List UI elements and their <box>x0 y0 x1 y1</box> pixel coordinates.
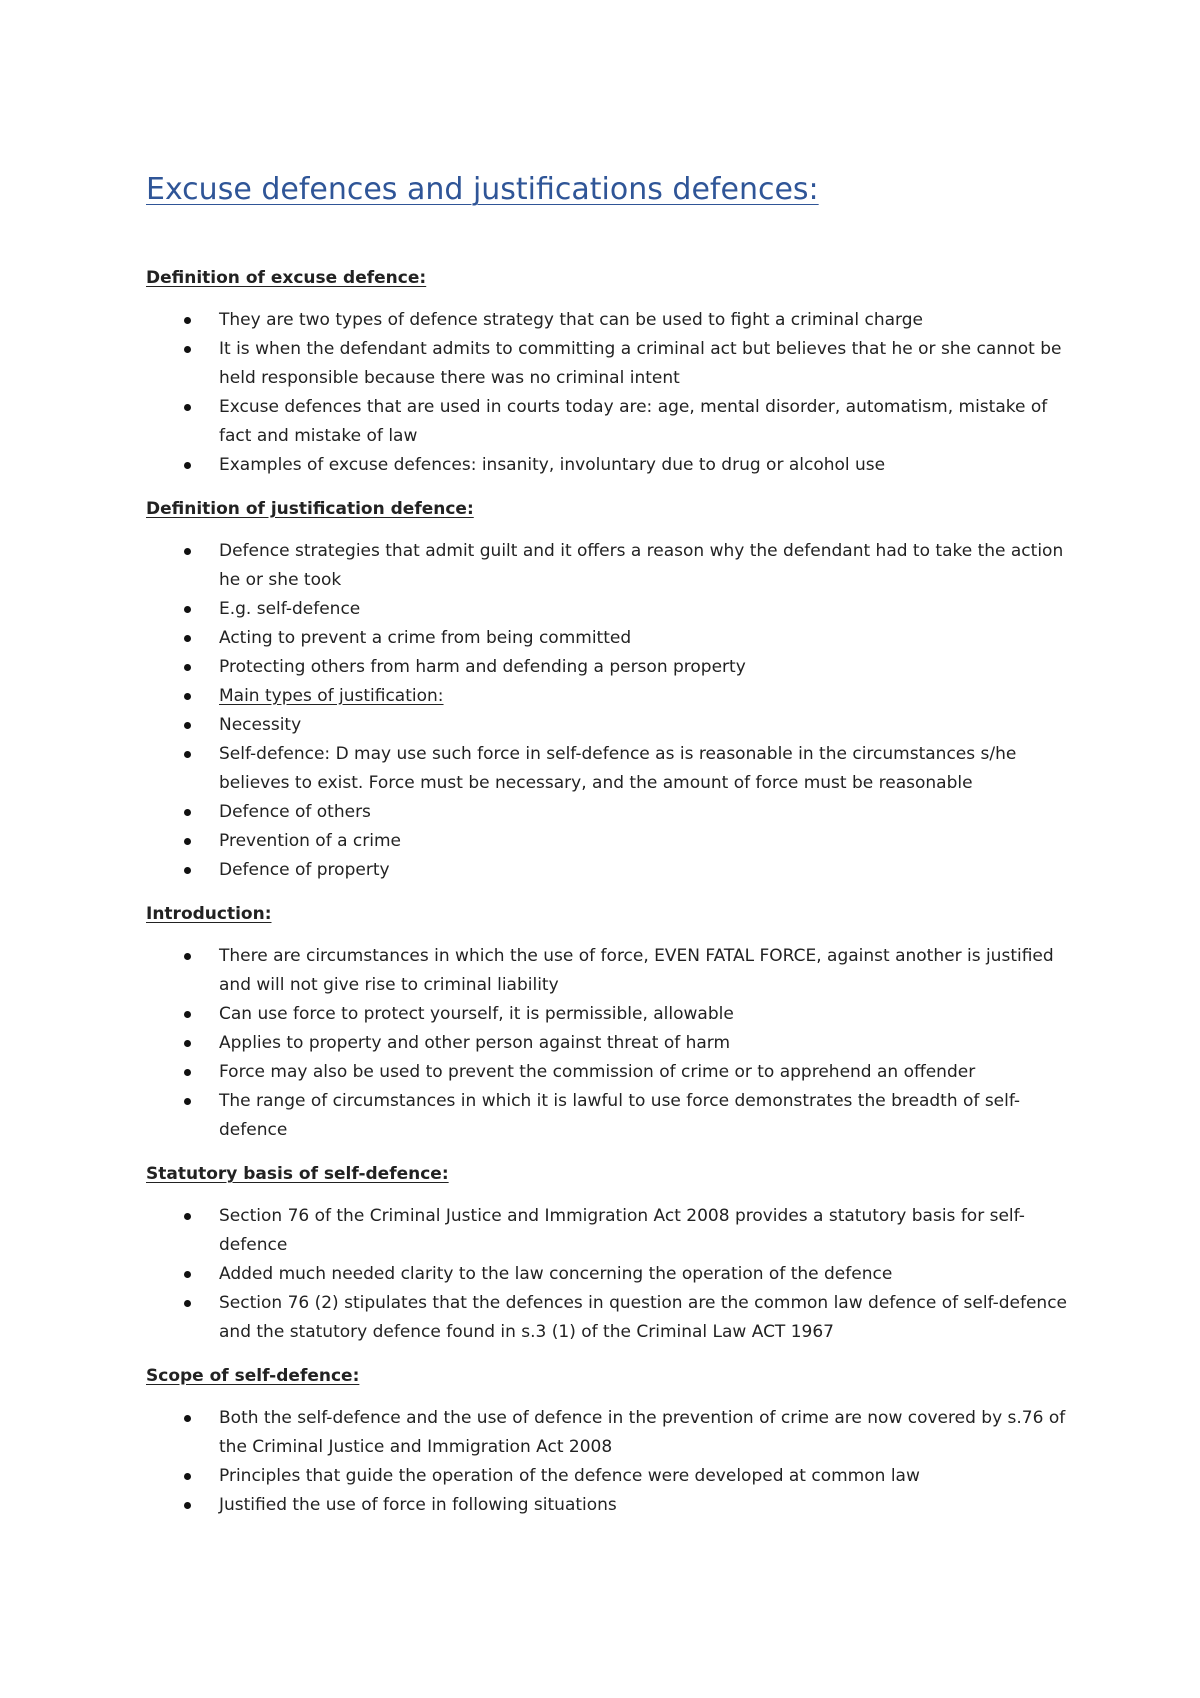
list-item: It is when the defendant admits to committing a criminal act but believes that he or she cannot be held responsible because there was no criminal intent <box>146 335 1070 393</box>
section-heading: Scope of self-defence: <box>146 1366 360 1386</box>
list-item: Defence of property <box>146 856 1070 885</box>
bullet-list <box>146 537 1070 885</box>
bullet-icon <box>184 867 191 874</box>
list-item: Prevention of a crime <box>146 827 1070 856</box>
bullet-icon <box>184 462 191 469</box>
bullet-icon <box>184 1069 191 1076</box>
list-item: Section 76 of the Criminal Justice and Immigration Act 2008 provides a statutory basis for self-defence <box>146 1202 1070 1260</box>
section-introduction <box>146 902 1070 1145</box>
section-excuse-defence <box>146 266 1070 480</box>
bullet-icon <box>184 606 191 613</box>
list-item: Defence of others <box>146 798 1070 827</box>
bullet-icon <box>184 1098 191 1105</box>
bullet-icon <box>184 1040 191 1047</box>
list-item: Protecting others from harm and defending a person property <box>146 653 1070 682</box>
list-item: Principles that guide the operation of the defence were developed at common law <box>146 1462 1070 1491</box>
list-item: Necessity <box>146 711 1070 740</box>
section-scope <box>146 1364 1070 1520</box>
bullet-icon <box>184 722 191 729</box>
bullet-icon <box>184 751 191 758</box>
bullet-icon <box>184 635 191 642</box>
bullet-list <box>146 1404 1070 1520</box>
subheading-text: Main types of justification: <box>219 686 444 706</box>
bullet-icon <box>184 346 191 353</box>
list-item: E.g. self-defence <box>146 595 1070 624</box>
list-item: Examples of excuse defences: insanity, involuntary due to drug or alcohol use <box>146 451 1070 480</box>
bullet-list <box>146 1202 1070 1347</box>
bullet-icon <box>184 664 191 671</box>
bullet-icon <box>184 317 191 324</box>
list-item: Applies to property and other person against threat of harm <box>146 1029 1070 1058</box>
section-justification-defence <box>146 497 1070 885</box>
bullet-icon <box>184 1213 191 1220</box>
section-statutory-basis <box>146 1162 1070 1347</box>
list-item: Section 76 (2) stipulates that the defences in question are the common law defence of self-defence and the statutory defence found in s.3 (1) of the Criminal Law ACT 1967 <box>146 1289 1070 1347</box>
list-item: Added much needed clarity to the law concerning the operation of the defence <box>146 1260 1070 1289</box>
bullet-icon <box>184 404 191 411</box>
bullet-icon <box>184 693 191 700</box>
section-heading: Introduction: <box>146 904 272 924</box>
bullet-icon <box>184 1473 191 1480</box>
bullet-icon <box>184 953 191 960</box>
bullet-icon <box>184 1300 191 1307</box>
list-item: Self-defence: D may use such force in self-defence as is reasonable in the circumstances s/he believes to exist. Force must be necessary, and the amount of force must be reasonable <box>146 740 1070 798</box>
section-heading: Definition of excuse defence: <box>146 268 427 288</box>
list-item: Can use force to protect yourself, it is permissible, allowable <box>146 1000 1070 1029</box>
bullet-icon <box>184 1271 191 1278</box>
list-item <box>146 682 1070 711</box>
list-item: Defence strategies that admit guilt and it offers a reason why the defendant had to take the action he or she took <box>146 537 1070 595</box>
bullet-icon <box>184 809 191 816</box>
bullet-list <box>146 942 1070 1145</box>
list-item: Acting to prevent a crime from being committed <box>146 624 1070 653</box>
list-item: Force may also be used to prevent the commission of crime or to apprehend an offender <box>146 1058 1070 1087</box>
bullet-icon <box>184 838 191 845</box>
list-item: Excuse defences that are used in courts today are: age, mental disorder, automatism, mistake of fact and mistake of law <box>146 393 1070 451</box>
list-item: There are circumstances in which the use of force, EVEN FATAL FORCE, against another is justified and will not give rise to criminal liability <box>146 942 1070 1000</box>
list-item: The range of circumstances in which it is lawful to use force demonstrates the breadth of self-defence <box>146 1087 1070 1145</box>
section-heading: Statutory basis of self-defence: <box>146 1164 449 1184</box>
bullet-icon <box>184 1502 191 1509</box>
list-item: Justified the use of force in following situations <box>146 1491 1070 1520</box>
bullet-icon <box>184 1011 191 1018</box>
document-title: Excuse defences and justifications defences: <box>146 172 819 207</box>
bullet-list <box>146 306 1070 480</box>
list-item: They are two types of defence strategy that can be used to fight a criminal charge <box>146 306 1070 335</box>
bullet-icon <box>184 548 191 555</box>
bullet-icon <box>184 1415 191 1422</box>
list-item: Both the self-defence and the use of defence in the prevention of crime are now covered by s.76 of the Criminal Justice and Immigration Act 2008 <box>146 1404 1070 1462</box>
section-heading: Definition of justification defence: <box>146 499 474 519</box>
